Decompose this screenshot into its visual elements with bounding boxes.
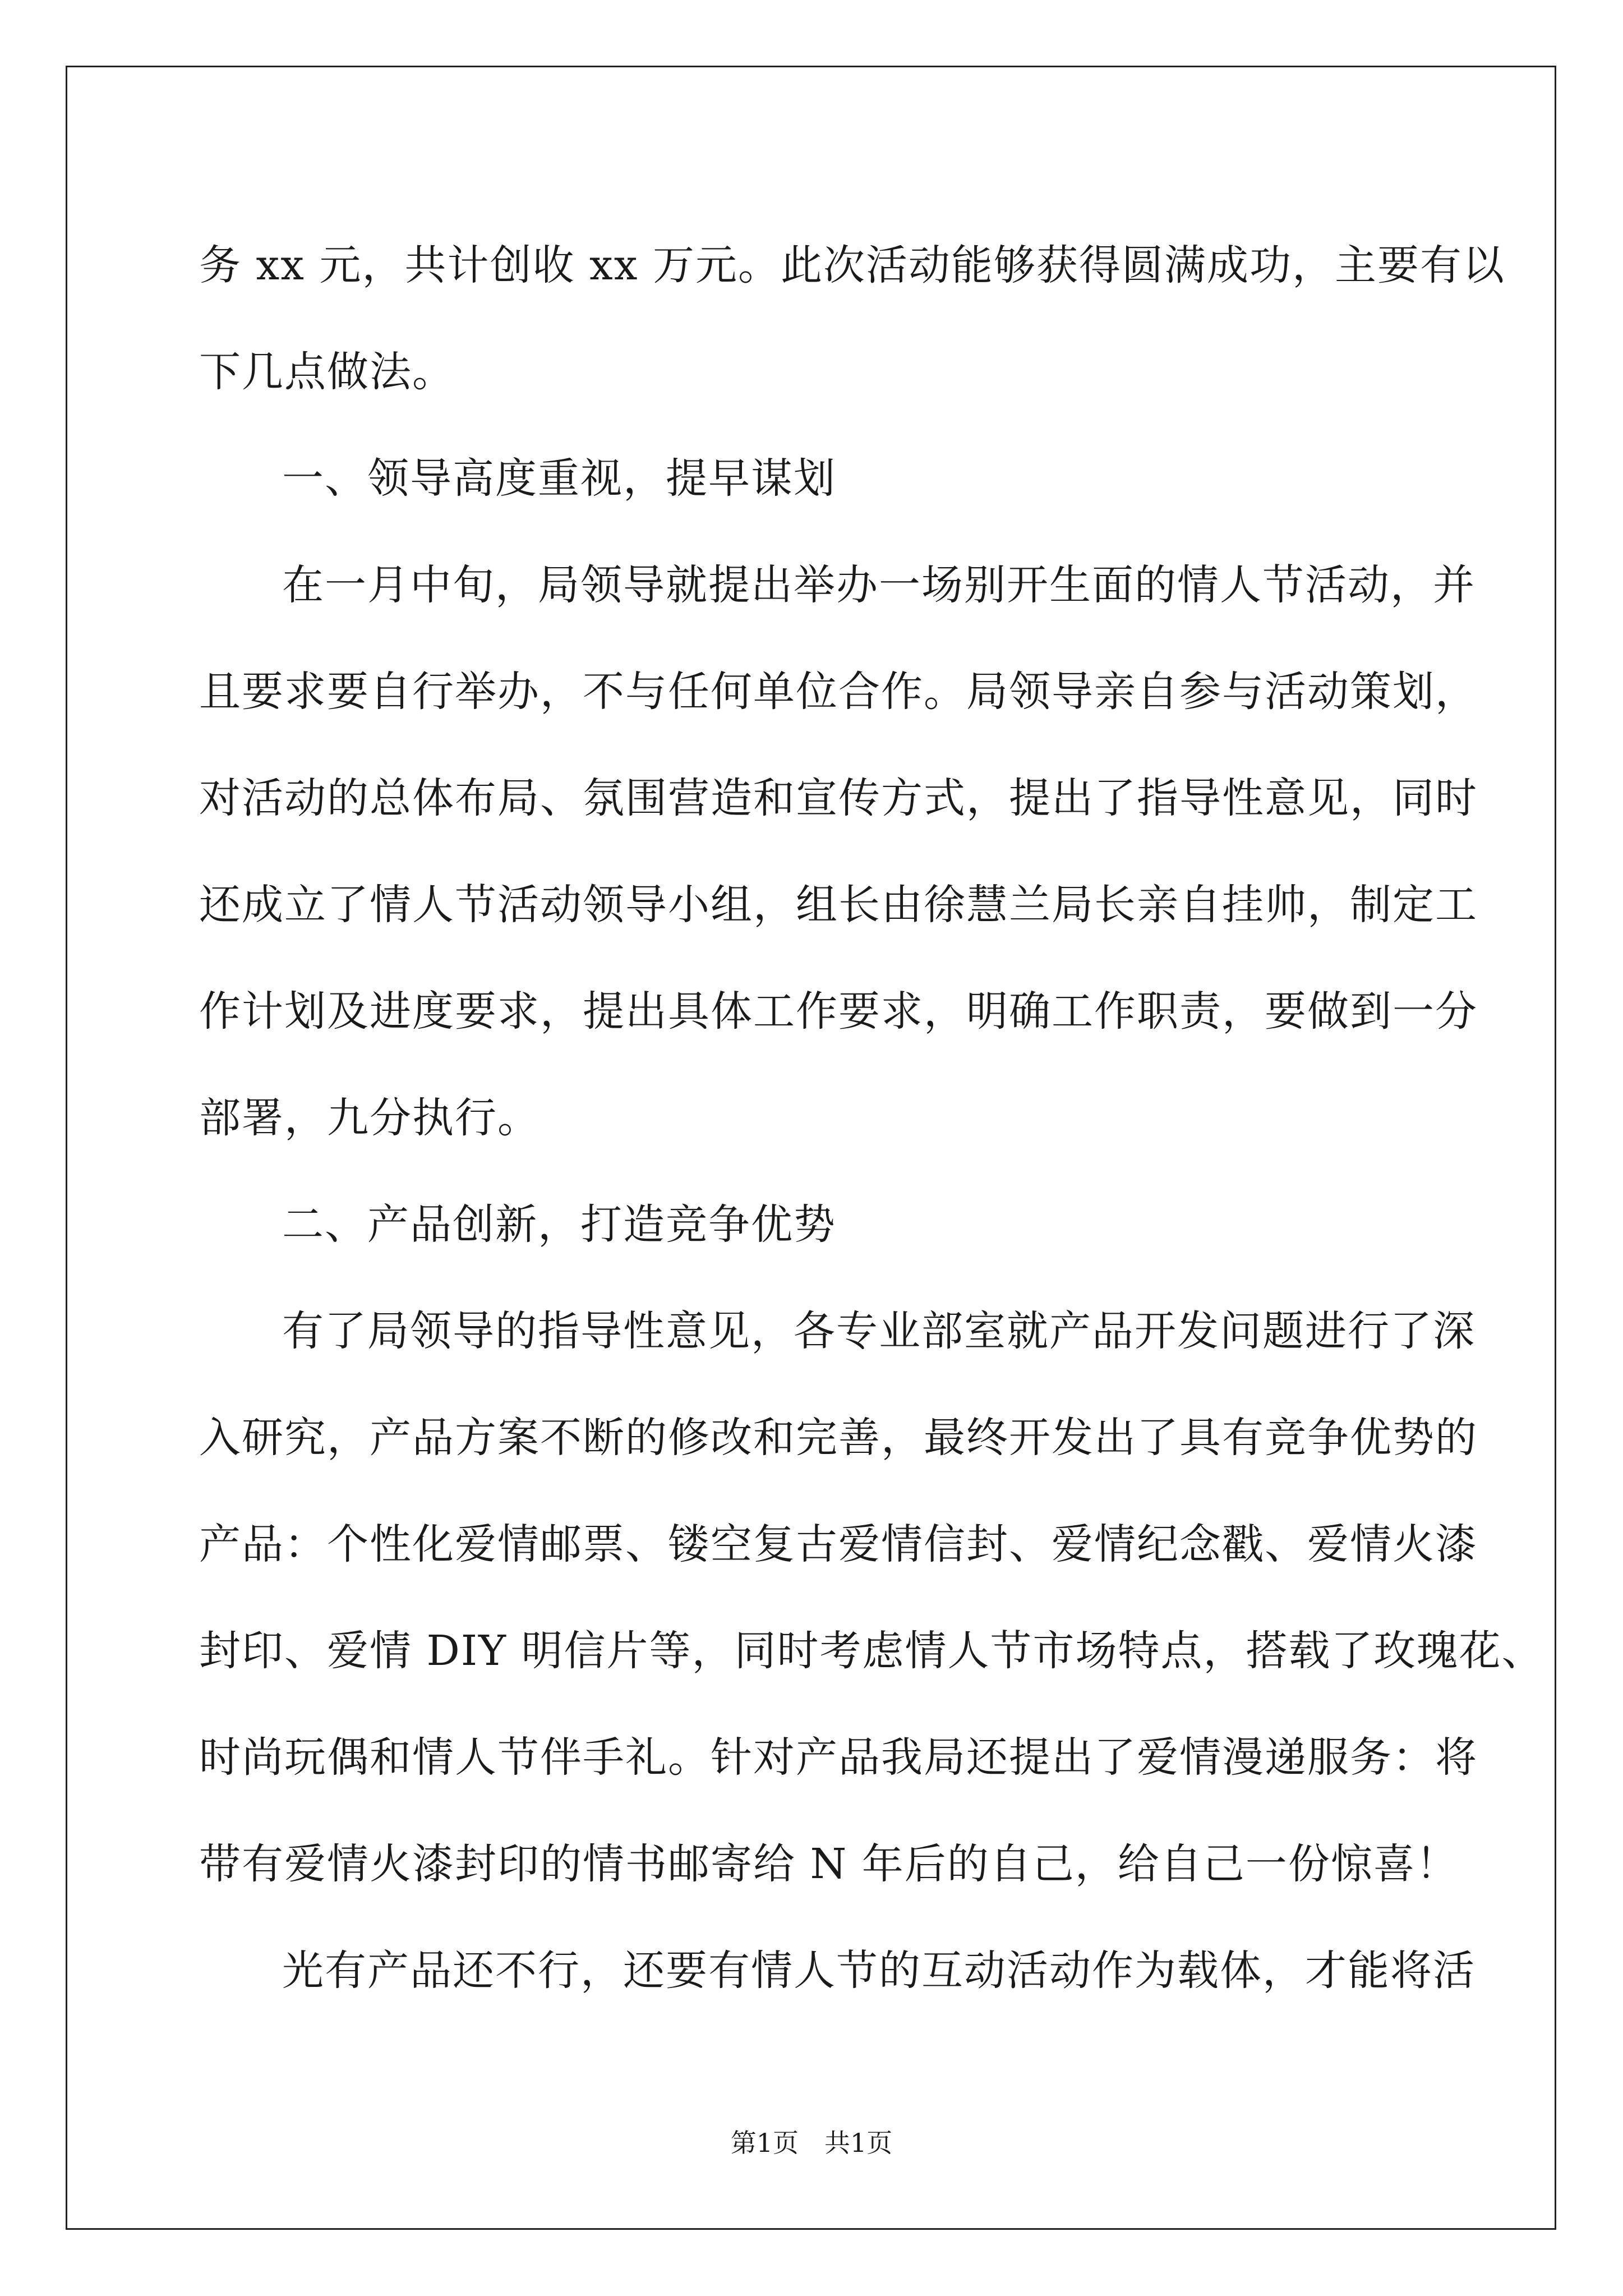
text-line: 还成立了情人节活动领导小组，组长由徐慧兰局长亲自挂帅，制定工	[199, 881, 1478, 929]
text-line: 封印、爱情 DIY 明信片等，同时考虑情人节市场特点，搭载了玫瑰花、	[199, 1627, 1544, 1675]
text-line: 时尚玩偶和情人节伴手礼。针对产品我局还提出了爱情漫递服务：将	[199, 1733, 1478, 1782]
document-body	[199, 212, 1544, 2024]
text-line: 下几点做法。	[199, 348, 455, 396]
text-line: 务 xx 元，共计创收 xx 万元。此次活动能够获得圆满成功，主要有以	[199, 241, 1506, 289]
text-line: 光有产品还不行，还要有情人节的互动活动作为载体，才能将活	[282, 1947, 1476, 1995]
page-footer: 第1页 共1页	[730, 2128, 893, 2158]
text-line: 在一月中旬，局领导就提出举办一场别开生面的情人节活动，并	[282, 561, 1476, 609]
text-line: 部署，九分执行。	[199, 1094, 540, 1142]
text-line: 对活动的总体布局、氛围营造和宣传方式，提出了指导性意见，同时	[199, 774, 1478, 822]
text-line: 作计划及进度要求，提出具体工作要求，明确工作职责，要做到一分	[199, 987, 1478, 1036]
text-line: 带有爱情火漆封印的情书邮寄给 N 年后的自己，给自己一份惊喜！	[199, 1840, 1459, 1888]
text-line: 入研究，产品方案不断的修改和完善，最终开发出了具有竞争优势的	[199, 1414, 1478, 1462]
text-line: 产品：个性化爱情邮票、镂空复古爱情信封、爱情纪念戳、爱情火漆	[199, 1520, 1478, 1568]
text-line: 有了局领导的指导性意见，各专业部室就产品开发问题进行了深	[282, 1307, 1476, 1355]
section-heading: 二、产品创新，打造竞争优势	[282, 1200, 836, 1249]
text-line: 且要求要自行举办，不与任何单位合作。局领导亲自参与活动策划，	[199, 668, 1478, 716]
section-heading: 一、领导高度重视，提早谋划	[282, 454, 836, 503]
